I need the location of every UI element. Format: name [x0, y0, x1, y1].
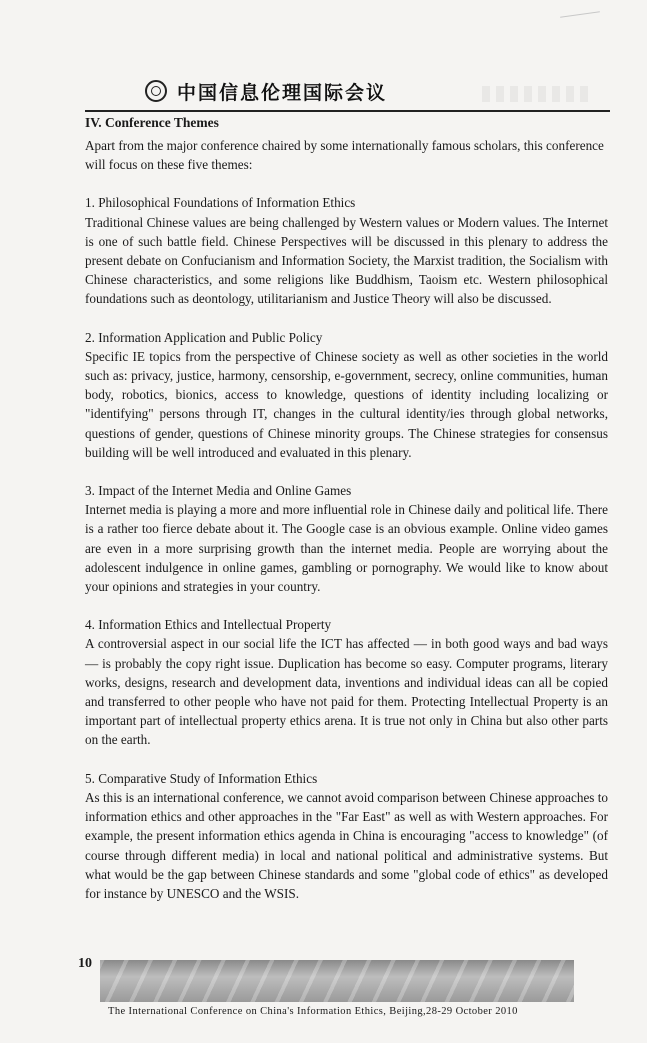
header-rule	[85, 110, 610, 112]
header-bleed-through	[482, 86, 592, 102]
page-number: 10	[78, 956, 92, 971]
header-title: 中国信息伦理国际会议	[177, 81, 388, 104]
footer-text: The International Conference on China's Information Ethics, Beijing,28-29 October 2010	[108, 1006, 518, 1017]
theme-title: 4. Information Ethics and Intellectual Property	[85, 617, 332, 633]
theme-body: Traditional Chinese values are being challenged by Western values or Modern values. The Internet is one of such battle field. Chinese Perspectives will be discussed in this plenary to address the present debate on Confucianism and Information Society, the Marxist tradition, the Socialism with Chinese characteristics, and some religions like Buddhism, Taoism etc. Western philosophical foundations such as deontology, utilitarianism and Justice Theory will also be discussed.	[85, 214, 608, 307]
theme-section	[85, 769, 608, 903]
section-heading: IV. Conference Themes	[85, 115, 219, 130]
theme-section	[85, 481, 608, 596]
theme-title: 5. Comparative Study of Information Ethics	[85, 770, 318, 786]
footer-banner-image	[100, 960, 574, 1002]
theme-body: A controversial aspect in our social life the ICT has affected — in both good ways and bad ways — is probably the copy right issue. Duplication has become so easy. Computer programs, literary works, designs, research and development data, inventions and individual ideas can all be copied and transferred to other people who have not paid for them. Protecting Intellectual Property is an important part of intellectual property ethics arena. It is true not only in China but also other parts on the earth.	[85, 636, 608, 748]
scan-mark	[560, 11, 600, 18]
theme-title: 1. Philosophical Foundations of Information Ethics	[85, 195, 356, 211]
conference-logo-icon	[145, 80, 167, 102]
intro-paragraph: Apart from the major conference chaired by some internationally famous scholars, this conference will focus on these five themes:	[85, 138, 604, 173]
theme-section	[85, 615, 608, 749]
theme-title: 3. Impact of the Internet Media and Online Games	[85, 483, 352, 499]
page-header	[145, 76, 387, 106]
theme-body: As this is an international conference, we cannot avoid comparison between Chinese approaches to information ethics and other approaches in the "Far East" as well as with Western approaches. For example, the present information ethics agenda in China is encouraging "access to knowledge" (of course through different media) in local and national political and administrative systems. But what would be the gap between Chinese standards and some "global code of ethics" as developed for instance by UNESCO and the WSIS.	[85, 789, 608, 901]
theme-body: Specific IE topics from the perspective of Chinese society as well as other societies in the world such as: privacy, justice, harmony, censorship, e-government, secrecy, online communities, human body, robotics, bionics, access to knowledge, questions of identity including localizing or "identifying" persons through IT, changes in the cultural identity/ies through global networks, questions of gender, questions of Chinese minority groups. The Chinese strategies for consensus building will be well introduced and evaluated in this plenary.	[85, 348, 608, 460]
theme-title: 2. Information Application and Public Policy	[85, 329, 323, 345]
theme-body: Internet media is playing a more and more influential role in Chinese daily and political life. There is a rather too fierce debate about it. The Google case is an obvious example. Online video games are even in a more surprising growth than the internet media. People are worrying about the adolescent indulgence in online games, gambling or pornography. We would like to know about your opinions and strategies in your country.	[85, 502, 608, 595]
theme-section	[85, 328, 608, 462]
main-content	[85, 113, 608, 903]
theme-section	[85, 193, 608, 308]
